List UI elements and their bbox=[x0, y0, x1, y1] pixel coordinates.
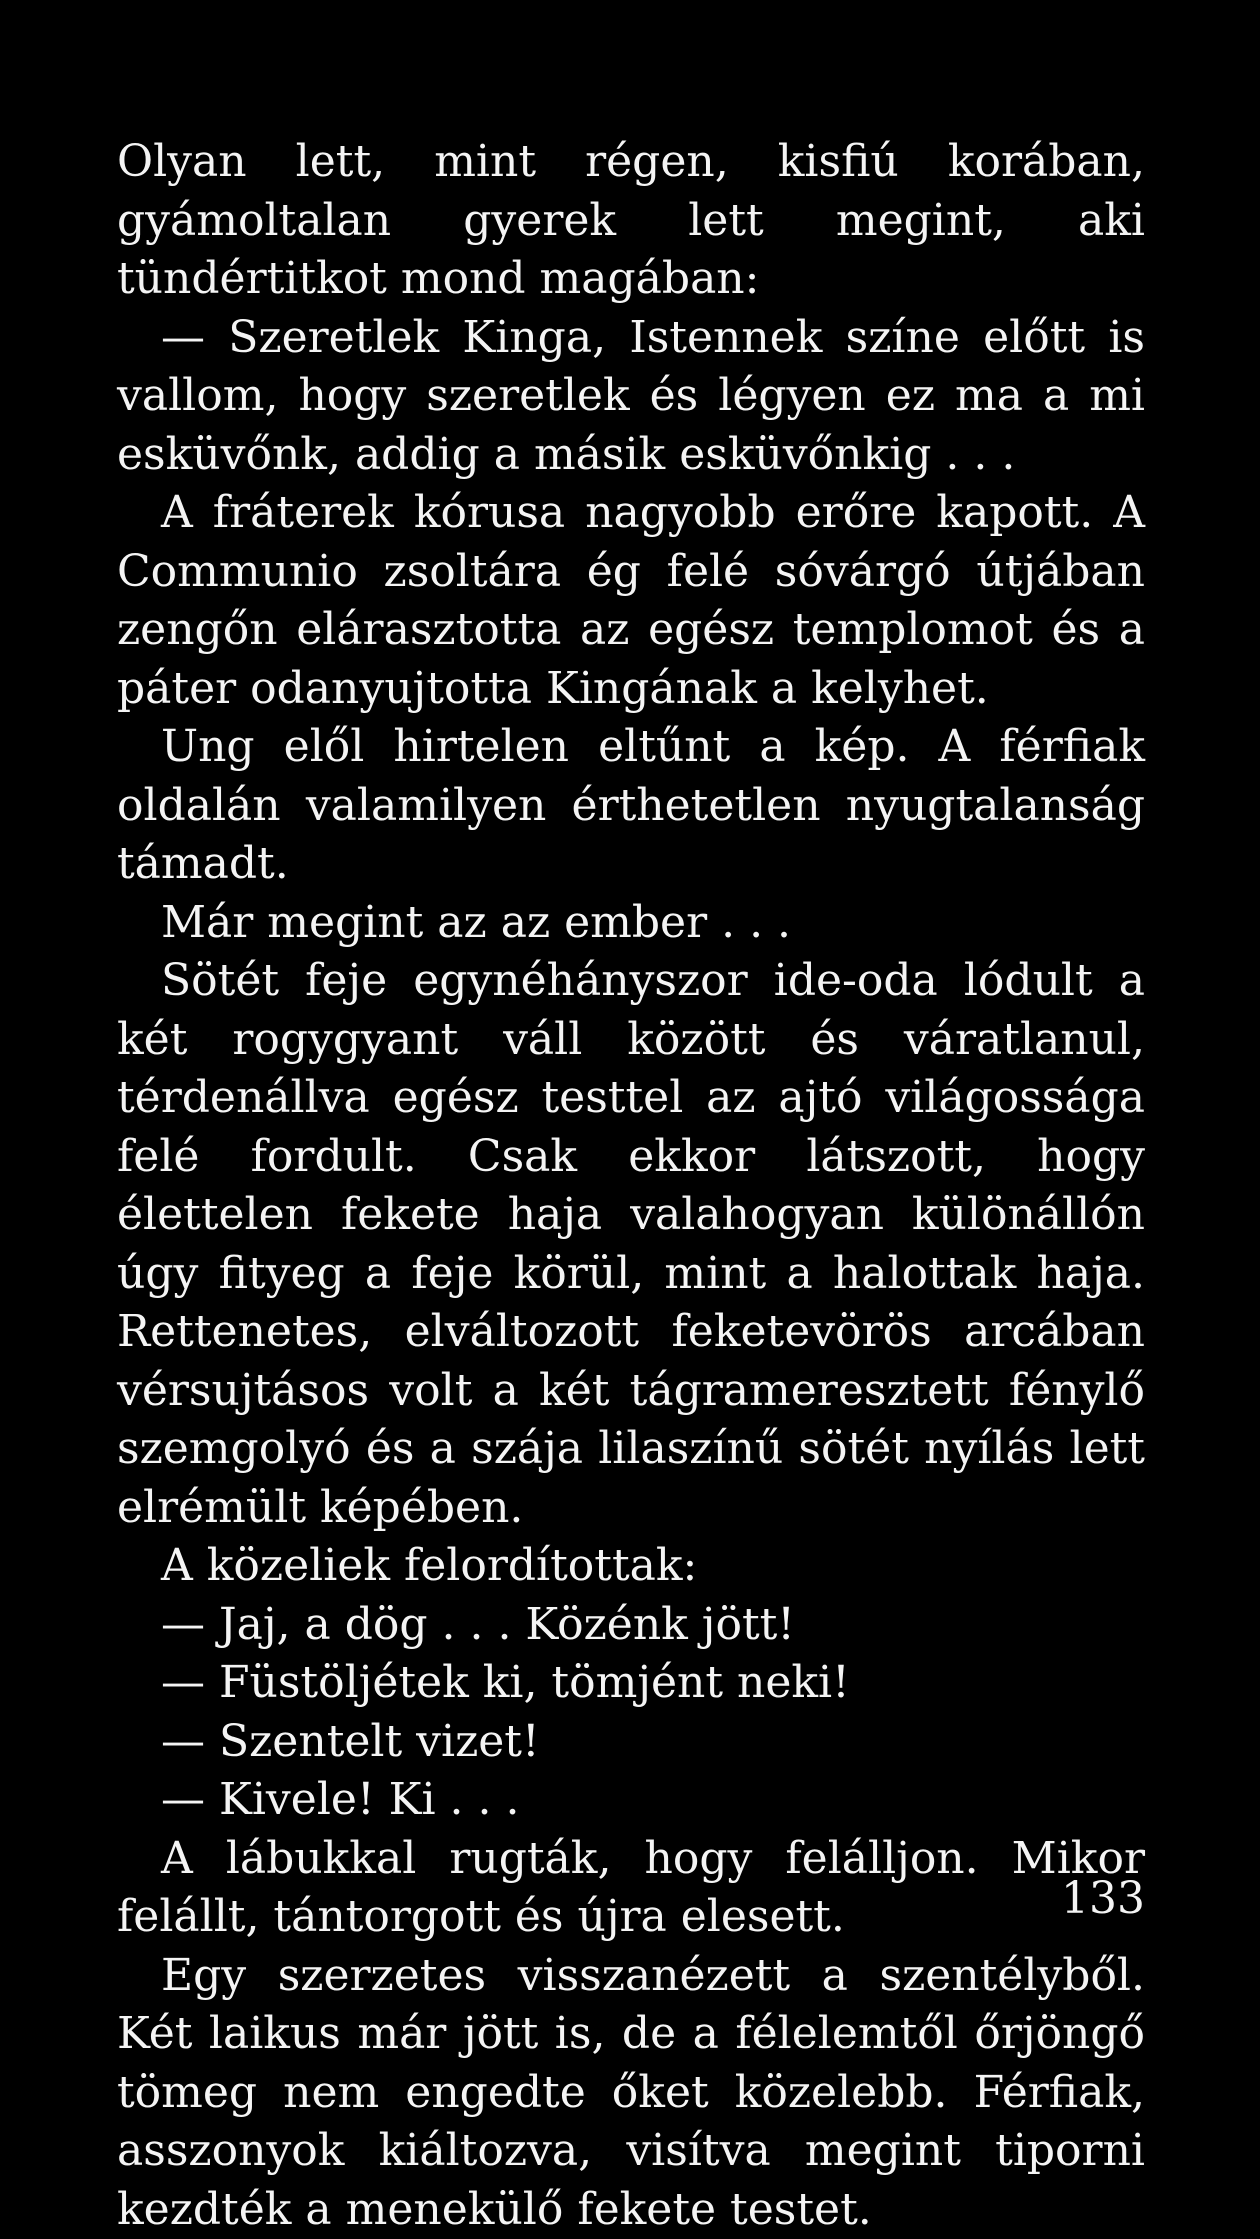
dialogue-line-4: — Kivele! Ki . . . bbox=[117, 1771, 1145, 1830]
book-page bbox=[117, 133, 1145, 2239]
dialogue-line-3: — Szentelt vizet! bbox=[117, 1713, 1145, 1772]
paragraph-3: A fráterek kórusa nagyobb erőre kapott. A Communio zsoltára ég felé sóvárgó útjában zengőn elárasztotta az egész templomot és a páter odanyujtotta Kingának a kelyhet. bbox=[117, 484, 1145, 718]
page-number: 133 bbox=[1061, 1870, 1145, 1928]
paragraph-9: Egy szerzetes visszanézett a szentélyből. Két laikus már jött is, de a félelemtől őrjöngő tömeg nem engedte őket közelebb. Férfiak, asszonyok kiáltozva, visítva megint tiporni kezdték a menekülő fekete testet. bbox=[117, 1947, 1145, 2239]
paragraph-7: A közeliek felordítottak: bbox=[117, 1537, 1145, 1596]
paragraph-5: Már megint az az ember . . . bbox=[117, 894, 1145, 953]
paragraph-2: — Szeretlek Kinga, Istennek színe előtt is vallom, hogy szeretlek és légyen ez ma a mi esküvőnk, addig a másik esküvőnkig . . . bbox=[117, 309, 1145, 485]
dialogue-line-1: — Jaj, a dög . . . Közénk jött! bbox=[117, 1596, 1145, 1655]
paragraph-6: Sötét feje egynéhányszor ide-oda lódult a két rogygyant váll között és váratlanul, térdenállva egész testtel az ajtó világossága felé fordult. Csak ekkor látszott, hogy élettelen fekete haja valahogyan különállón úgy fityeg a feje körül, mint a halottak haja. Rettenetes, elváltozott feketevörös arcában vérsujtásos volt a két tágrameresztett fénylő szemgolyó és a szája lilaszínű sötét nyílás lett elrémült képében. bbox=[117, 952, 1145, 1537]
paragraph-1: Olyan lett, mint régen, kisfiú korában, gyámoltalan gyerek lett megint, aki tündértitkot mond magában: bbox=[117, 133, 1145, 309]
dialogue-line-2: — Füstöljétek ki, tömjént neki! bbox=[117, 1654, 1145, 1713]
paragraph-4: Ung elől hirtelen eltűnt a kép. A férfiak oldalán valamilyen érthetetlen nyugtalanság támadt. bbox=[117, 718, 1145, 894]
paragraph-8: A lábukkal rugták, hogy felálljon. Mikor felállt, tántorgott és újra elesett. bbox=[117, 1830, 1145, 1947]
